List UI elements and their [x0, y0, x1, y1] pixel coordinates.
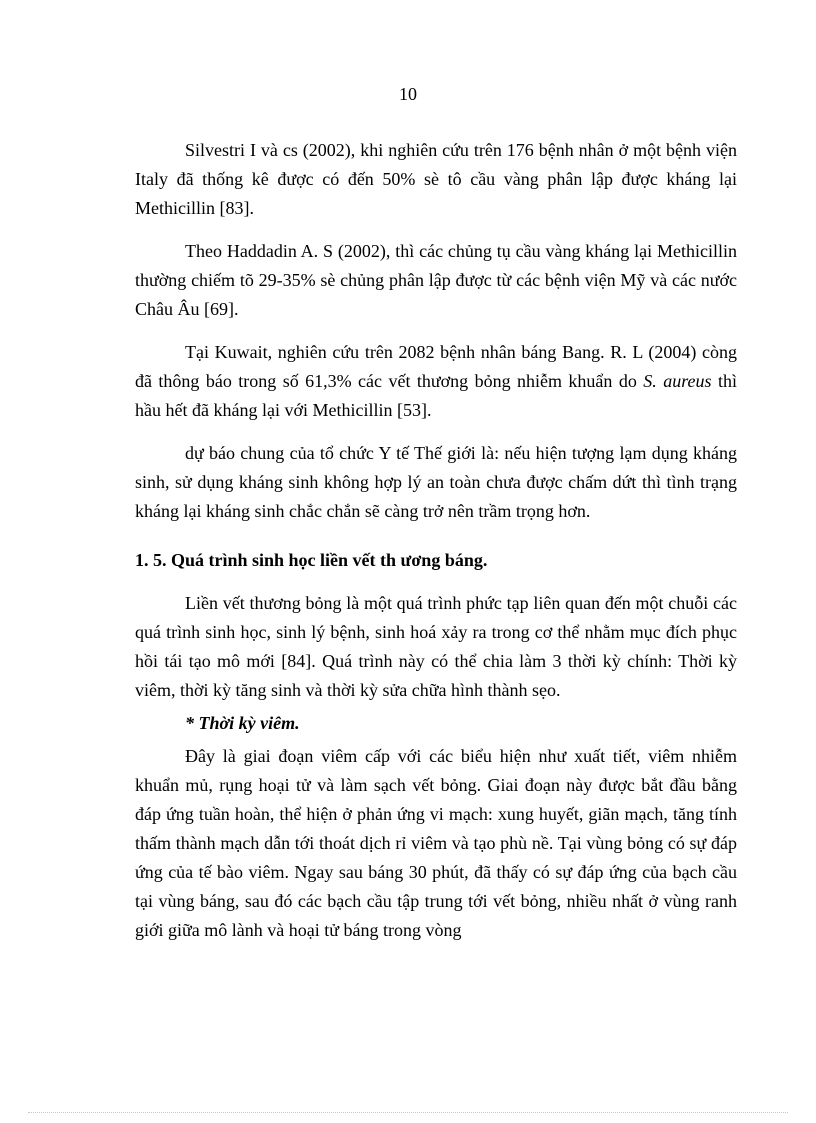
- paragraph-who-forecast: dự báo chung của tổ chức Y tế Thế giới là: nếu hiện tượng lạm dụng kháng sinh, sử dụng kháng sinh không hợp lý an toàn chưa được chấm dứt thì tình trạng kháng lại kháng sinh chắc chắn sẽ càng trở nên trầm trọng hơn.: [135, 443, 737, 521]
- paragraph-inflammation-body: Đây là giai đoạn viêm cấp với các biểu hiện như xuất tiết, viêm nhiễm khuẩn mủ, rụng hoại tử và làm sạch vết bỏng. Giai đoạn này được bắt đầu bằng đáp ứng tuần hoàn, thể hiện ở phản ứng vi mạch: xung huyết, giãn mạch, tăng tính thấm thành mạch dẫn tới thoát dịch rỉ viêm và tạo phù nề. Tại vùng bỏng có sự đáp ứng của tế bào viêm. Ngay sau báng 30 phút, đã thấy có sự đáp ứng của bạch cầu tại vùng báng, sau đó các bạch cầu tập trung tới vết bỏng, nhiều nhất ở vùng ranh giới giữa mô lành và hoại tử báng trong vòng: [135, 746, 737, 940]
- paragraph-wound-healing-intro: Liền vết thương bỏng là một quá trình phức tạp liên quan đến một chuỗi các quá trình sinh học, sinh lý bệnh, sinh hoá xảy ra trong cơ thể nhằm mục đích phục hồi tái tạo mô mới [84]. Quá trình này có thể chia làm 3 thời kỳ chính: Thời kỳ viêm, thời kỳ tăng sinh và thời kỳ sửa chữa hình thành sẹo.: [135, 593, 737, 700]
- paragraph-haddadin: Theo Haddadin A. S (2002), thì các chủng tụ cầu vàng kháng lại Methicillin thường chiếm tõ 29-35% sè chủng phân lập được từ các bệnh viện Mỹ và các nước Châu Âu [69].: [135, 241, 737, 319]
- page-bottom-divider: [28, 1112, 788, 1113]
- paragraph-kuwait-text-start: Tại Kuwait, nghiên cứu trên 2082 bệnh nhân báng Bang. R. L (2004) còng đã thông báo trong số 61,3% các vết thương bỏng nhiễm khuẩn do: [135, 342, 737, 391]
- paragraph-kuwait: [135, 338, 737, 425]
- document-body: [135, 136, 737, 959]
- subheading-inflammation-phase: * Thời kỳ viêm.: [185, 713, 300, 733]
- page-number: 10: [399, 84, 417, 104]
- species-name: S. aureus: [643, 371, 712, 391]
- paragraph-kuwait-text-end: thì hầu hết đã kháng lại với Methicillin [53].: [135, 371, 737, 420]
- section-heading: 1. 5. Quá trình sinh học liền vết th ương báng.: [135, 550, 488, 570]
- paragraph-silvestri: Silvestri I và cs (2002), khi nghiên cứu trên 176 bệnh nhân ở một bệnh viện Italy đã thống kê được có đến 50% sè tô cầu vàng phân lập được kháng lại Methicillin [83].: [135, 140, 737, 218]
